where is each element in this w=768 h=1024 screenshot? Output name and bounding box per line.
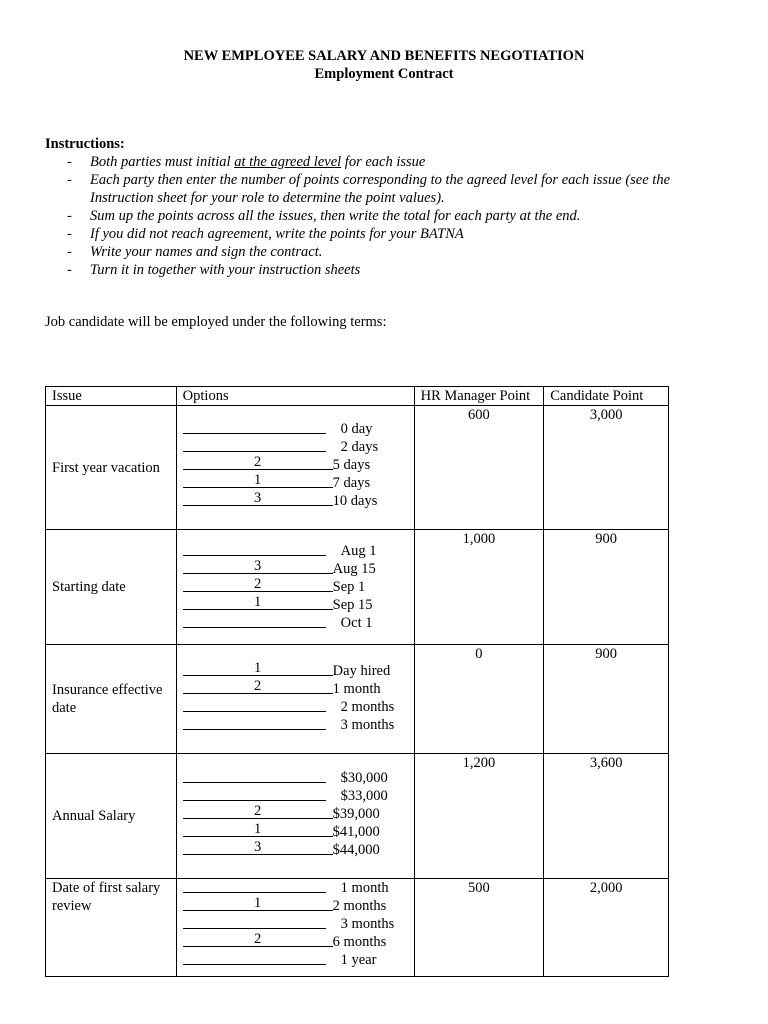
option-line[interactable] [183, 933, 408, 951]
initial-mark: 1 [254, 594, 262, 610]
option-label: Oct 1 [340, 615, 373, 631]
option-line[interactable] [183, 698, 408, 716]
table-row [46, 530, 669, 645]
option-line[interactable] [183, 680, 408, 698]
option-label: 6 months [332, 934, 387, 950]
instructions-list [45, 153, 725, 279]
initial-blank[interactable] [183, 951, 326, 965]
issue-cell: First year vacation [46, 406, 177, 530]
initial-blank[interactable] [183, 787, 326, 801]
initial-blank[interactable] [183, 823, 333, 837]
initial-blank[interactable] [183, 769, 326, 783]
option-label: 2 months [332, 898, 387, 914]
initial-blank[interactable] [183, 542, 326, 556]
option-line[interactable] [183, 897, 408, 915]
candidate-points-cell[interactable]: 3,000 [544, 406, 669, 530]
header-hr-points: HR Manager Point [414, 387, 544, 406]
table-row [46, 879, 669, 977]
option-line[interactable] [183, 951, 408, 969]
initial-mark: 1 [254, 660, 262, 676]
terms-table [45, 386, 669, 977]
issue-cell: Insurance effective date [46, 645, 177, 754]
option-label: $33,000 [340, 788, 388, 804]
initial-blank[interactable] [183, 456, 333, 470]
initial-mark: 3 [254, 490, 262, 506]
hr-points-cell[interactable]: 1,200 [414, 754, 544, 879]
options-cell [176, 879, 414, 977]
header-issue: Issue [46, 387, 177, 406]
hr-points-cell[interactable]: 0 [414, 645, 544, 754]
initial-blank[interactable] [183, 698, 326, 712]
initial-mark: 1 [254, 895, 262, 911]
initial-blank[interactable] [183, 841, 333, 855]
option-label: $44,000 [332, 842, 380, 858]
option-label: 5 days [332, 457, 371, 473]
initial-mark: 2 [254, 576, 262, 592]
instruction-item: - Write your names and sign the contract. [45, 243, 725, 261]
option-label: Sep 1 [332, 579, 366, 595]
options-cell [176, 754, 414, 879]
header-options: Options [176, 387, 414, 406]
option-label: 3 months [340, 916, 395, 932]
option-label: $39,000 [332, 806, 380, 822]
initial-blank[interactable] [183, 474, 333, 488]
option-line[interactable] [183, 596, 408, 614]
option-line[interactable] [183, 614, 408, 632]
initial-blank[interactable] [183, 578, 333, 592]
candidate-points-cell[interactable]: 2,000 [544, 879, 669, 977]
issue-cell: Annual Salary [46, 754, 177, 879]
initial-blank[interactable] [183, 438, 326, 452]
initial-blank[interactable] [183, 933, 333, 947]
initial-blank[interactable] [183, 420, 326, 434]
table-row [46, 754, 669, 879]
initial-mark: 2 [254, 678, 262, 694]
header-candidate-points: Candidate Point [544, 387, 669, 406]
option-label: 10 days [332, 493, 378, 509]
initial-blank[interactable] [183, 560, 333, 574]
title-sub: Employment Contract [314, 66, 454, 82]
initial-blank[interactable] [183, 492, 333, 506]
issue-cell: Starting date [46, 530, 177, 645]
issue-cell: Date of first salary review [46, 879, 177, 977]
initial-blank[interactable] [183, 596, 333, 610]
option-label: Day hired [332, 663, 391, 679]
initial-mark: 2 [254, 931, 262, 947]
initial-blank[interactable] [183, 879, 326, 893]
hr-points-cell[interactable]: 500 [414, 879, 544, 977]
initial-mark: 3 [254, 558, 262, 574]
option-label: $30,000 [340, 770, 388, 786]
option-label: Sep 15 [332, 597, 373, 613]
candidate-points-cell[interactable]: 3,600 [544, 754, 669, 879]
instruction-item: - Both parties must initial at the agreed level for each issue [45, 153, 725, 171]
hr-points-cell[interactable]: 1,000 [414, 530, 544, 645]
option-label: Aug 1 [340, 543, 377, 559]
option-label: $41,000 [332, 824, 380, 840]
instructions-heading: Instructions: [45, 136, 125, 152]
initial-mark: 1 [254, 472, 262, 488]
option-label: 1 year [340, 952, 377, 968]
options-cell [176, 645, 414, 754]
option-label: 3 months [340, 717, 395, 733]
option-label: 2 days [340, 439, 379, 455]
option-label: 7 days [332, 475, 371, 491]
initial-blank[interactable] [183, 680, 333, 694]
table-row [46, 406, 669, 530]
initial-blank[interactable] [183, 716, 326, 730]
table-row [46, 645, 669, 754]
title-main: NEW EMPLOYEE SALARY AND BENEFITS NEGOTIATION [183, 48, 585, 64]
initial-blank[interactable] [183, 662, 333, 676]
initial-mark: 2 [254, 454, 262, 470]
initial-blank[interactable] [183, 614, 326, 628]
initial-mark: 3 [254, 839, 262, 855]
intro-text: Job candidate will be employed under the following terms: [45, 314, 387, 330]
candidate-points-cell[interactable]: 900 [544, 645, 669, 754]
instruction-item: - Each party then enter the number of points corresponding to the agreed level for each issue (see the Instruction sheet for your role to determine the point values). [45, 171, 725, 207]
option-line[interactable] [183, 769, 408, 787]
option-label: Aug 15 [332, 561, 376, 577]
option-label: 0 day [340, 421, 373, 437]
option-label: 1 month [332, 681, 381, 697]
option-line[interactable] [183, 841, 408, 859]
option-line[interactable] [183, 420, 408, 438]
table-header-row [46, 387, 669, 406]
option-label: 1 month [340, 880, 389, 896]
option-line[interactable] [183, 492, 408, 510]
options-cell [176, 406, 414, 530]
option-line[interactable] [183, 716, 408, 734]
instruction-item: - Turn it in together with your instruction sheets [45, 261, 725, 279]
initial-blank[interactable] [183, 805, 333, 819]
instruction-item: - Sum up the points across all the issues, then write the total for each party at the end. [45, 207, 725, 225]
option-label: 2 months [340, 699, 395, 715]
hr-points-cell[interactable]: 600 [414, 406, 544, 530]
initial-mark: 1 [254, 821, 262, 837]
instruction-item: - If you did not reach agreement, write the points for your BATNA [45, 225, 725, 243]
options-cell [176, 530, 414, 645]
initial-mark: 2 [254, 803, 262, 819]
initial-blank[interactable] [183, 915, 326, 929]
candidate-points-cell[interactable]: 900 [544, 530, 669, 645]
document-title [0, 47, 768, 83]
initial-blank[interactable] [183, 897, 333, 911]
